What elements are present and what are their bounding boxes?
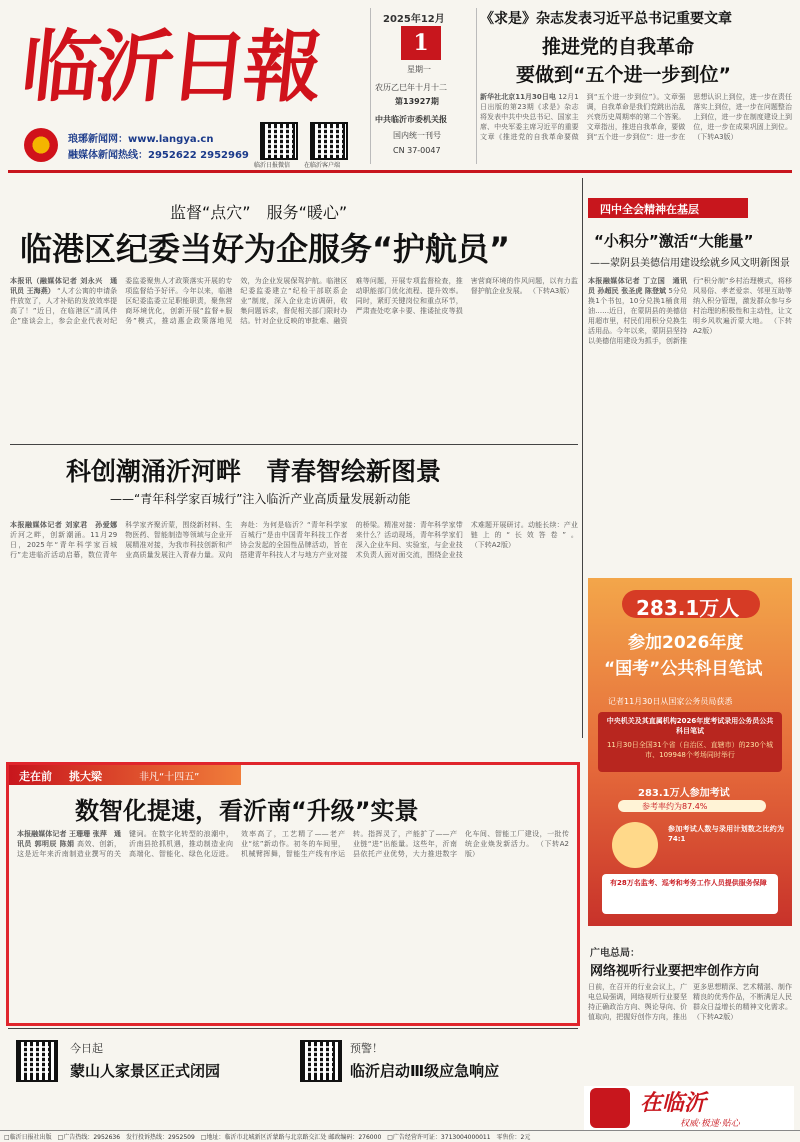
- top-headline-2: 要做到“五个进一步到位”: [516, 64, 731, 86]
- ad-people-icon: [612, 822, 658, 868]
- footer-rule: [0, 1130, 800, 1131]
- feature-label3: 非凡“十四五”: [139, 772, 200, 783]
- divider-1: [10, 444, 578, 445]
- ad-count: 283.1万人参加考试: [638, 788, 730, 799]
- cn-number: CN 37-0047: [393, 146, 441, 155]
- app-logo-icon: [590, 1088, 630, 1128]
- top-more: （下转A3版）: [693, 133, 738, 141]
- date-box: [370, 8, 477, 164]
- qr-code-mid-icon: [300, 1040, 342, 1082]
- side-subhead: ——蒙阴县美德信用建设绘就乡风文明新图景: [590, 258, 790, 269]
- side-banner-label: 四中全会精神在基层: [600, 203, 699, 216]
- general-story: [588, 932, 792, 1088]
- qr-code-left-icon: [16, 1040, 58, 1082]
- side-byline: 本报融媒体记者 丁立国 通讯员 孙超民 张圣虎 陈登斌: [588, 277, 687, 295]
- feature-label2: 挑大梁: [69, 770, 102, 783]
- bottom-divider: [8, 1028, 578, 1029]
- app-logo-slogan: 权威·极速·贴心: [680, 1119, 740, 1129]
- story1: [10, 176, 578, 440]
- year-month: 2025年12月: [383, 14, 445, 25]
- ad-ratio: 参加考试人数与录用计划数之比约为74:1: [668, 825, 784, 843]
- exam-infographic: [588, 578, 792, 926]
- story1-byline: 本报讯（融媒体记者 刘永兴 通讯员 王海燕）: [10, 277, 118, 295]
- feature-box: [6, 762, 580, 1026]
- story1-kicker: 监督“点穴” 服务“暖心”: [170, 203, 348, 222]
- ad-box2: 11月30日全国31个省（自治区、直辖市）的230个城市、109948个考场同时举行: [606, 741, 774, 759]
- general-more: （下转A2版）: [693, 1013, 738, 1021]
- feature-byline: 本报融媒体记者 王珊珊 张萍 通讯员 郭明辰 陈娟: [17, 830, 121, 848]
- ad-rate: 参考率约为87.4%: [642, 802, 708, 811]
- hotline: 融媒体新闻热线：2952622 2952969: [68, 150, 249, 161]
- ad-line2: “国考”公共科目笔试: [604, 659, 763, 679]
- feature-text: 高效、创新，这是近年来沂南制造业撰写的关键词。在数字化转型的浪潮中，沂南县抢抓机遇，推动制造业向高端化、智能化、绿色化迈进。效率高了，工艺精了——老产业“炫”新动作。初冬的车间里，机械臂挥舞，智能生产线有序运转。指挥灵了，产能扩了——产业链“进”出能量。这些年，沂南县依托产业优势，大力推进数字化车间、智能工厂建设，一批传统企业焕发新活力。: [17, 830, 569, 858]
- general-text: 日前，在召开的行业会议上，广电总局强调，网络视听行业要坚持正确政治方向、舆论导向、价值取向，把握好创作方向，推出更多思想精深、艺术精湛、制作精良的优秀作品，不断满足人民群众日益增长的精神文化需求。: [588, 983, 792, 1021]
- side-text: 5分兑换1个书包，10分兑换1桶食用油……近日，在蒙阴县的美德信用超市里，村民们用积分兑换生活用品。今年以来，蒙阴县坚持以美德信用建设为抓手，创新推行“积分制”乡村治理模式，将移风易俗、孝老爱亲、邻里互助等纳入积分管理，激发群众参与乡村治理的积极性和主动性，让文明乡风吹遍沂蒙大地。: [588, 277, 792, 345]
- story2-text: 沂河之畔，创新潮涌。11月29日，2025年“青年科学家百城行”走进临沂活动启幕，数位青年科学家齐聚沂蒙，围绕新材料、生物医药、智能制造等领域与企业开展精准对接，为我市科技创新和产业高质量发展注入青春力量。双向奔赴：为何是临沂？“青年科学家百城行”是由中国青年科技工作者协会发起的全国性品牌活动，旨在搭建青年科技人才与地方产业对接的桥梁。精准对接：青年科学家带来什么？活动现场，青年科学家们深入企业车间、实验室，与企业技术负责人面对面交流，围绕企业技术难题开展研讨。动能长续：产业链上的“长效答卷”。: [10, 521, 578, 559]
- app-label-1: 临沂日报微信: [254, 162, 291, 169]
- ad-box1: 中央机关及其直属机构2026年度考试录用公务员公共科目笔试: [606, 717, 774, 735]
- feature-body: [17, 829, 569, 1015]
- app-label-2: 在临沂客户端: [304, 162, 341, 169]
- story1-headline: 临港区纪委当好为企服务“护航员”: [20, 230, 511, 268]
- top-story: [480, 8, 792, 166]
- side-headline: “小积分”激活“大能量”: [594, 232, 754, 250]
- ad-line1: 参加2026年度: [628, 633, 744, 653]
- side-more: （下转A2版）: [693, 317, 792, 335]
- story1-more: （下转A3版）: [528, 287, 574, 295]
- general-label: 广电总局：: [590, 948, 640, 959]
- story1-body: [10, 276, 578, 432]
- side-story: [588, 178, 792, 576]
- feature-headline: 数智化提速，看沂南“升级”实景: [75, 797, 419, 825]
- column-divider: [582, 178, 583, 738]
- app-logo-text: 在临沂: [640, 1091, 707, 1116]
- story2-more: （下转A2版）: [470, 541, 515, 549]
- publisher: 中共临沂市委机关报: [375, 115, 447, 124]
- top-body: [480, 92, 792, 156]
- emblem-icon: [24, 128, 58, 162]
- top-headline-1: 推进党的自我革命: [542, 36, 695, 58]
- brief-left-label: 今日起: [70, 1042, 103, 1055]
- ad-note: 有28万名监考、巡考和考务工作人员提供服务保障: [610, 879, 767, 887]
- ad-big-number: 283.1万人: [636, 596, 740, 620]
- side-body: [588, 276, 792, 566]
- brief-mid-headline: 临沂启动Ⅲ级应急响应: [350, 1062, 500, 1080]
- top-byline: 新华社北京11月30日电: [480, 93, 556, 101]
- story1-text: “人才公寓的申请条件放宽了，人才补贴的发放效率提高了！”近日，在临港区“清风伴企”座谈会上，参会企业代表对纪委监委聚焦人才政策落实开展的专项监督给予好评。今年以来，临港区纪委监委立足职能职责，聚焦营商环境优化，创新开展“监督+服务”模式，推动惠企政策落地见效，为企业发展保驾护航。临港区纪委监委建立“纪检干部联系企业”制度，深入企业走访调研，收集问题诉求，督促相关部门限时办结。针对企业反映的审批难、融资难等问题，开展专项监督检查，推动职能部门优化流程、提升效率。同时，紧盯关键岗位和重点环节，严肃查处吃拿卡要、推诿扯皮等损害营商环境的作风问题，以有力监督护航企业发展。: [10, 277, 578, 325]
- story2-byline: 本报融媒体记者 刘家君 孙爱娜: [10, 521, 118, 529]
- story2-subhead: ——“青年科学家百城行”注入临沂产业高质量发展新动能: [110, 492, 411, 506]
- general-body: [588, 982, 792, 1082]
- masthead: [10, 6, 365, 169]
- brief-left-headline: 蒙山人家景区正式闭园: [70, 1062, 221, 1080]
- qr-code-icon-2: [310, 122, 348, 160]
- story2: [10, 448, 578, 760]
- day-number: 1: [413, 30, 429, 56]
- masthead-title: 临沂日報: [17, 22, 323, 113]
- brief-mid-label: 预警！: [350, 1042, 383, 1055]
- ad-sub: 记者11月30日从国家公务员局获悉: [608, 697, 733, 706]
- serial-label: 国内统一刊号: [393, 131, 441, 140]
- top-kicker: 《求是》杂志发表习近平总书记重要文章: [480, 11, 732, 27]
- story2-body: [10, 520, 578, 756]
- top-text: 12月1日出版的第23期《求是》杂志将发表中共中央总书记、国家主席、中央军委主席习近平的重要文章《推进党的自我革命要做到“五个进一步到位”》。文章强调，自我革命是我们党跳出治乱兴衰历史周期率的第二个答案。文章指出，推进自我革命，要做到“五个进一步到位”：进一步在思想认识上到位，进一步在责任落实上到位，进一步在问题整治上到位，进一步在制度建设上到位，进一步在成果巩固上到位。: [480, 93, 792, 141]
- story2-headline: 科创潮涌沂河畔 青春智绘新图景: [66, 457, 442, 486]
- feature-more: （下转A2版）: [465, 840, 569, 858]
- masthead-rule: [8, 170, 792, 173]
- website: 琅琊新闻网：www.langya.cn: [68, 134, 214, 145]
- lunar-date: 农历乙巳年十月十二: [375, 83, 447, 92]
- qr-code-icon: [260, 122, 298, 160]
- feature-label1: 走在前: [19, 770, 52, 783]
- issue-number: 第13927期: [395, 97, 439, 106]
- footer-text: □临沂日报社出版 □广告热线：2952636 发行投诉热线：2952509 □地址：临沂市北城新区沂蒙路与北京路交汇处 邮政编码：276000 □广告经营许可证：3713004000011 零售价：2元: [4, 1134, 531, 1141]
- weekday: 星期一: [407, 65, 431, 74]
- general-headline: 网络视听行业要把牢创作方向: [590, 964, 760, 979]
